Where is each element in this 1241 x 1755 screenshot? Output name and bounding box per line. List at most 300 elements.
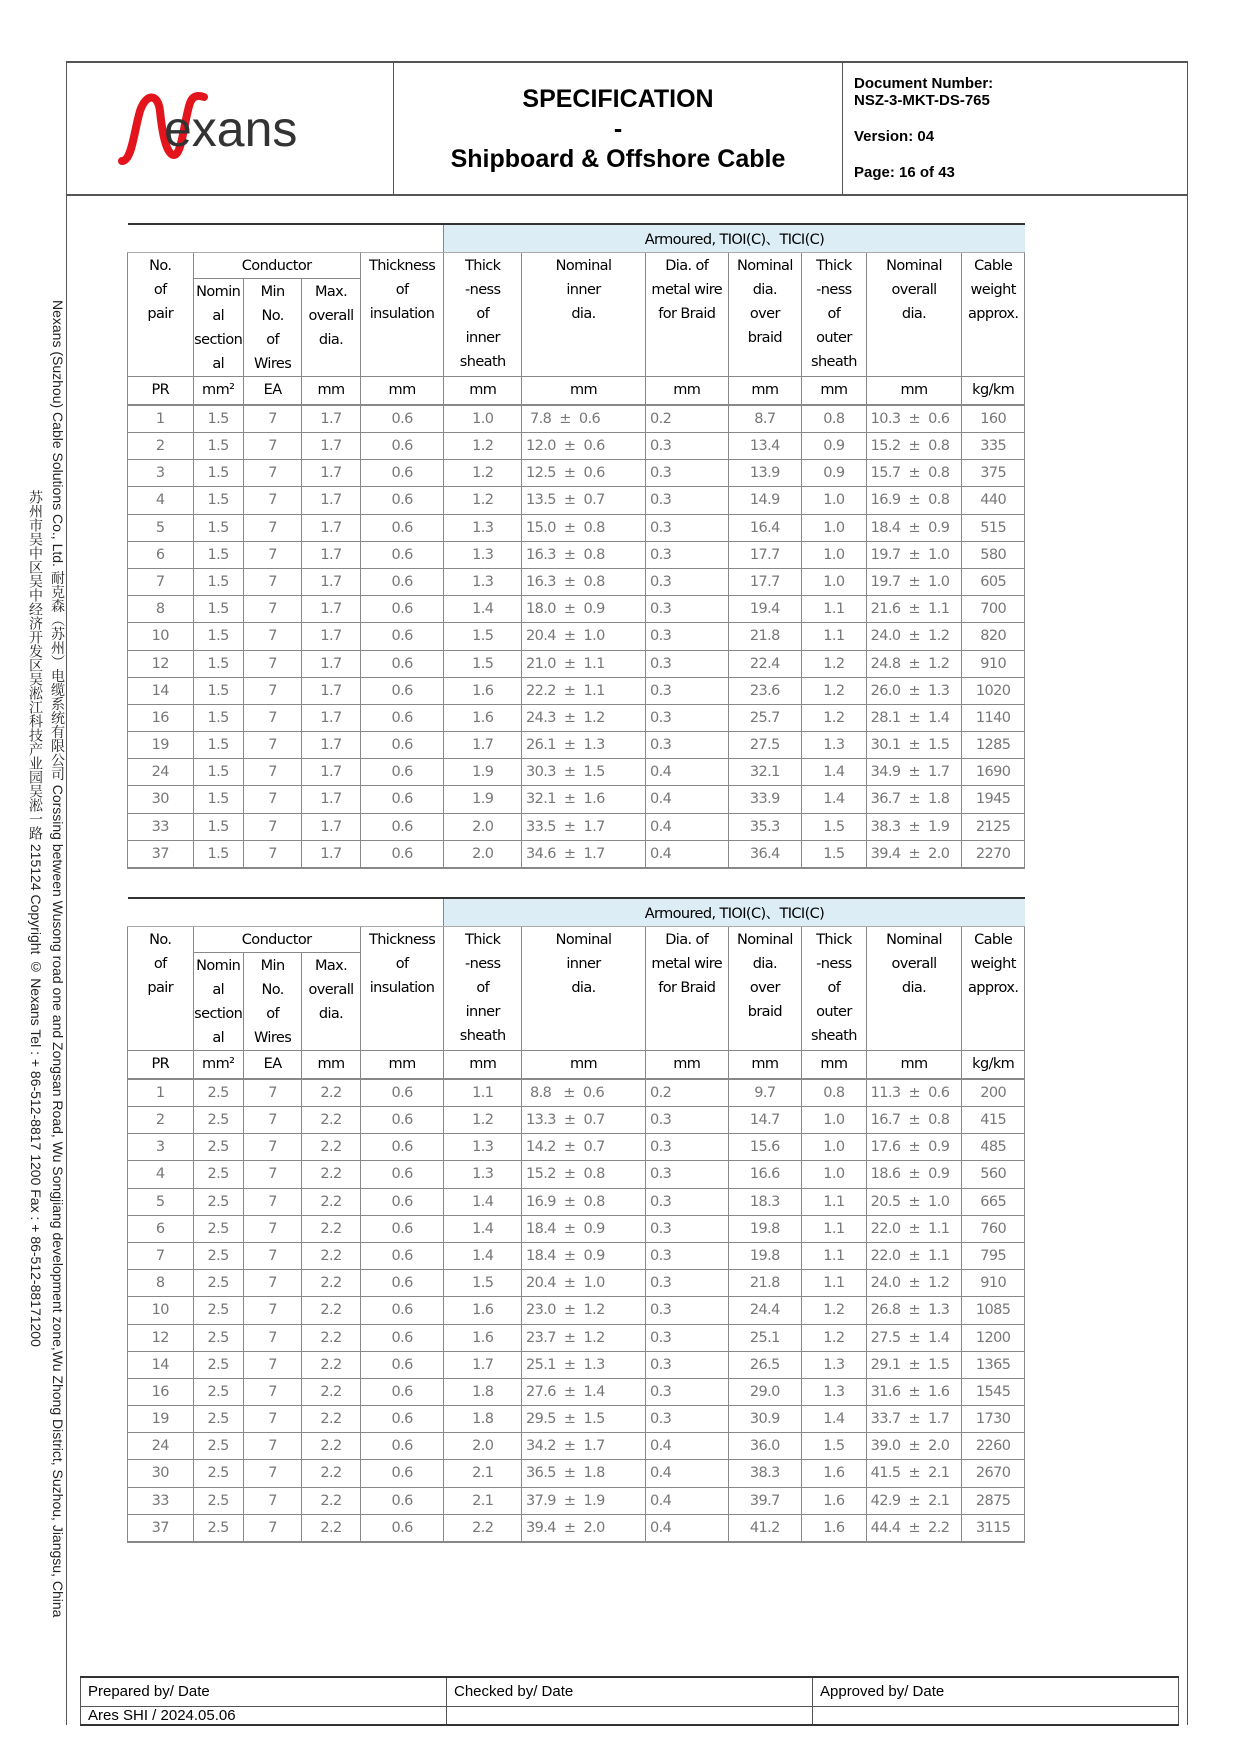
table-cell: 18.0 ± 0.9 — [522, 596, 646, 623]
table-cell: 0.6 — [360, 786, 444, 813]
table-cell: 820 — [962, 623, 1025, 650]
table-row — [128, 840, 1025, 868]
table-cell: 29.0 — [728, 1378, 802, 1405]
col-nominal-dia-over-braid: Nominal dia. over braid — [728, 252, 802, 376]
table-cell: 11.3 ± 0.6 — [866, 1079, 962, 1107]
table-cell: 26.1 ± 1.3 — [522, 732, 646, 759]
table-cell: 1200 — [962, 1324, 1025, 1351]
table-cell: 1.5 — [193, 405, 243, 433]
table-cell: 0.6 — [360, 433, 444, 460]
table-cell: 19.8 — [728, 1242, 802, 1269]
table-cell: 1.9 — [444, 759, 522, 786]
table-cell: 1.0 — [802, 1161, 866, 1188]
col-cable-weight: Cable weight approx. — [962, 926, 1025, 1050]
table-cell: 2 — [128, 1107, 194, 1134]
table-cell: 2.5 — [193, 1487, 243, 1514]
table-cell: 1.5 — [193, 541, 243, 568]
title-line-1: SPECIFICATION — [522, 84, 714, 113]
table-cell: 1.2 — [802, 650, 866, 677]
table-cell: 25.7 — [728, 704, 802, 731]
table-cell: 18.6 ± 0.9 — [866, 1161, 962, 1188]
table-cell: 0.3 — [645, 732, 728, 759]
table-cell: 375 — [962, 460, 1025, 487]
table-cell: 1.5 — [802, 1433, 866, 1460]
table-cell: 0.6 — [360, 623, 444, 650]
table-cell: 19.8 — [728, 1215, 802, 1242]
table-cell: 23.0 ± 1.2 — [522, 1297, 646, 1324]
table-cell: 1.3 — [802, 732, 866, 759]
table-cell: 36.4 — [728, 840, 802, 868]
table-cell: 1.5 — [193, 433, 243, 460]
col-thickness-insulation: Thickness of insulation — [360, 252, 444, 376]
col-dia-metal-wire: Dia. of metal wire for Braid — [645, 252, 728, 376]
table-cell: 1.4 — [802, 786, 866, 813]
col-nominal-section: Nomin al section al — [193, 278, 243, 376]
table-cell: 4 — [128, 487, 194, 514]
table-cell: 0.6 — [360, 568, 444, 595]
table-row — [128, 1188, 1025, 1215]
table-cell: 1.1 — [802, 623, 866, 650]
table-cell: 1.5 — [193, 677, 243, 704]
table-cell: 27.6 ± 1.4 — [522, 1378, 646, 1405]
title-line-3: Shipboard & Offshore Cable — [450, 144, 786, 173]
table-cell: 8 — [128, 596, 194, 623]
table-cell: 1.7 — [302, 487, 360, 514]
table-cell: 7 — [243, 405, 301, 433]
unit-cell: mm — [360, 376, 444, 405]
table-cell: 29.5 ± 1.5 — [522, 1406, 646, 1433]
table-cell: 2.5 — [193, 1433, 243, 1460]
table-cell: 18.3 — [728, 1188, 802, 1215]
table-cell: 1.3 — [444, 1134, 522, 1161]
table-cell: 33.5 ± 1.7 — [522, 813, 646, 840]
col-thickness-inner-sheath: Thick -ness of inner sheath — [444, 252, 522, 376]
table-cell: 160 — [962, 405, 1025, 433]
table-cell: 1.0 — [802, 541, 866, 568]
table-cell: 1.1 — [802, 1242, 866, 1269]
table-cell: 1945 — [962, 786, 1025, 813]
table-row — [128, 1378, 1025, 1405]
table-row — [128, 1270, 1025, 1297]
unit-cell: mm — [866, 1050, 962, 1079]
col-no-of-pair: No. of pair — [128, 926, 194, 1050]
table-row — [128, 541, 1025, 568]
table-cell: 0.6 — [360, 1107, 444, 1134]
table-cell: 1.7 — [302, 732, 360, 759]
table-cell: 2.2 — [302, 1297, 360, 1324]
approved-by-label: Approved by/ Date — [813, 1677, 1179, 1706]
table-cell: 34.2 ± 1.7 — [522, 1433, 646, 1460]
table-cell: 0.6 — [360, 1215, 444, 1242]
table-cell: 0.2 — [645, 1079, 728, 1107]
table-cell: 1.1 — [802, 1215, 866, 1242]
table-cell: 25.1 ± 1.3 — [522, 1351, 646, 1378]
table-cell: 14.7 — [728, 1107, 802, 1134]
table-cell: 1.7 — [302, 596, 360, 623]
table-cell: 17.7 — [728, 541, 802, 568]
table-cell: 1.9 — [444, 786, 522, 813]
table-cell: 0.3 — [645, 623, 728, 650]
table-cell: 2670 — [962, 1460, 1025, 1487]
title-separator: - — [613, 114, 623, 143]
col-max-overall-dia: Max. overall dia. — [302, 952, 360, 1050]
col-conductor: Conductor — [193, 252, 360, 278]
table-cell: 2.2 — [302, 1460, 360, 1487]
table-cell: 2.5 — [193, 1270, 243, 1297]
table-cell: 37 — [128, 1514, 194, 1542]
table-cell: 32.1 ± 1.6 — [522, 786, 646, 813]
table-cell: 1.5 — [193, 786, 243, 813]
table-row — [128, 1215, 1025, 1242]
table-cell: 22.0 ± 1.1 — [866, 1242, 962, 1269]
table-cell: 7 — [243, 623, 301, 650]
table-cell: 0.6 — [360, 1161, 444, 1188]
table-cell: 2125 — [962, 813, 1025, 840]
table-cell: 1.3 — [802, 1378, 866, 1405]
table-cell: 37.9 ± 1.9 — [522, 1487, 646, 1514]
table-cell: 0.6 — [360, 1134, 444, 1161]
table-cell: 2.5 — [193, 1297, 243, 1324]
table-cell: 7 — [243, 541, 301, 568]
table-cell: 0.4 — [645, 813, 728, 840]
table-cell: 20.4 ± 1.0 — [522, 1270, 646, 1297]
table-cell: 0.6 — [360, 1514, 444, 1542]
table-cell: 0.6 — [360, 1433, 444, 1460]
table-cell: 0.6 — [360, 541, 444, 568]
table-cell: 37 — [128, 840, 194, 868]
table-cell: 0.6 — [360, 1351, 444, 1378]
table-cell: 21.8 — [728, 1270, 802, 1297]
table-cell: 2.5 — [193, 1514, 243, 1542]
table-cell: 19.4 — [728, 596, 802, 623]
table-cell: 1.2 — [444, 487, 522, 514]
table-row — [128, 1351, 1025, 1378]
table-cell: 1.0 — [444, 405, 522, 433]
table-cell: 1.5 — [193, 623, 243, 650]
table-cell: 0.3 — [645, 650, 728, 677]
table-cell: 18.4 ± 0.9 — [866, 514, 962, 541]
unit-cell: mm — [802, 1050, 866, 1079]
table-cell: 0.6 — [360, 514, 444, 541]
table-cell: 0.6 — [360, 1487, 444, 1514]
table-cell: 1.5 — [193, 840, 243, 868]
col-nominal-dia-over-braid: Nominal dia. over braid — [728, 926, 802, 1050]
table-cell: 1.7 — [302, 813, 360, 840]
table-cell: 9.7 — [728, 1079, 802, 1107]
doc-number-label: Document Number: — [854, 75, 994, 92]
table-cell: 17.7 — [728, 568, 802, 595]
table-cell: 39.4 ± 2.0 — [522, 1514, 646, 1542]
table-cell: 1.7 — [302, 433, 360, 460]
table-cell: 2.2 — [444, 1514, 522, 1542]
table-cell: 1.7 — [302, 460, 360, 487]
table-row — [128, 1079, 1025, 1107]
table-cell: 1.7 — [444, 732, 522, 759]
table-cell: 29.1 ± 1.5 — [866, 1351, 962, 1378]
table-cell: 21.8 — [728, 623, 802, 650]
table-cell: 2.2 — [302, 1433, 360, 1460]
table-cell: 0.2 — [645, 405, 728, 433]
col-no-of-pair: No. of pair — [128, 252, 194, 376]
table-cell: 14 — [128, 1351, 194, 1378]
table-cell: 2.5 — [193, 1378, 243, 1405]
table-cell: 36.5 ± 1.8 — [522, 1460, 646, 1487]
table-cell: 1.5 — [193, 813, 243, 840]
table-cell: 24.4 — [728, 1297, 802, 1324]
table-cell: 1.6 — [802, 1487, 866, 1514]
table-cell: 1.5 — [193, 732, 243, 759]
table-cell: 0.4 — [645, 786, 728, 813]
table-cell: 28.1 ± 1.4 — [866, 704, 962, 731]
side-company-address: Nexans (Suzhou) Cable Solutions Co., Ltd. 耐克森（苏州）电缆系统有限公司 Corssing between Wusong road one and Zongsan Road, Wu Songjiang development zone,Wu Zhong District, Suzhou, Jiangsu, China — [50, 300, 66, 1618]
table-cell: 2.5 — [193, 1161, 243, 1188]
table-cell: 1.2 — [444, 1107, 522, 1134]
table-cell: 32.1 — [728, 759, 802, 786]
doc-number: NSZ-3-MKT-DS-765 — [854, 92, 990, 109]
col-nominal-overall-dia: Nominal overall dia. — [866, 252, 962, 376]
table-cell: 1.5 — [193, 596, 243, 623]
table-cell: 2270 — [962, 840, 1025, 868]
table-cell: 0.3 — [645, 704, 728, 731]
col-thickness-outer-sheath: Thick -ness of outer sheath — [802, 252, 866, 376]
table-cell: 15.2 ± 0.8 — [866, 433, 962, 460]
table-cell: 0.6 — [360, 840, 444, 868]
table-cell: 0.6 — [360, 1242, 444, 1269]
table-cell: 1545 — [962, 1378, 1025, 1405]
table-row — [128, 1242, 1025, 1269]
table-row — [128, 1161, 1025, 1188]
table-cell: 910 — [962, 650, 1025, 677]
col-cable-weight: Cable weight approx. — [962, 252, 1025, 376]
table-cell: 13.4 — [728, 433, 802, 460]
table-cell: 30 — [128, 786, 194, 813]
table-cell: 10 — [128, 623, 194, 650]
table-cell: 2.2 — [302, 1188, 360, 1215]
table-cell: 1020 — [962, 677, 1025, 704]
table-cell: 0.6 — [360, 677, 444, 704]
table-cell: 13.5 ± 0.7 — [522, 487, 646, 514]
table-row — [128, 1433, 1025, 1460]
table-cell: 36.0 — [728, 1433, 802, 1460]
table-cell: 39.7 — [728, 1487, 802, 1514]
table-cell: 2.0 — [444, 840, 522, 868]
unit-cell: mm — [360, 1050, 444, 1079]
table-cell: 34.6 ± 1.7 — [522, 840, 646, 868]
table-cell: 8.7 — [728, 405, 802, 433]
table-cell: 1.3 — [444, 541, 522, 568]
col-nominal-inner-dia: Nominal inner dia. — [522, 926, 646, 1050]
table-cell: 7 — [128, 568, 194, 595]
table-cell: 910 — [962, 1270, 1025, 1297]
table-cell: 1.5 — [193, 704, 243, 731]
table-cell: 7 — [243, 840, 301, 868]
table-cell: 200 — [962, 1079, 1025, 1107]
table-cell: 15.6 — [728, 1134, 802, 1161]
col-nominal-inner-dia: Nominal inner dia. — [522, 252, 646, 376]
table-cell: 30 — [128, 1460, 194, 1487]
table-cell: 18.4 ± 0.9 — [522, 1215, 646, 1242]
table-cell: 0.3 — [645, 1161, 728, 1188]
table-cell: 7 — [243, 1433, 301, 1460]
table-cell: 38.3 — [728, 1460, 802, 1487]
unit-cell: EA — [243, 1050, 301, 1079]
table-cell: 7 — [243, 759, 301, 786]
table-cell: 0.6 — [360, 650, 444, 677]
table-cell: 12 — [128, 1324, 194, 1351]
table-cell: 20.5 ± 1.0 — [866, 1188, 962, 1215]
table-cell: 7 — [243, 1378, 301, 1405]
table-cell: 35.3 — [728, 813, 802, 840]
table-cell: 1.5 — [193, 460, 243, 487]
table-cell: 0.6 — [360, 1460, 444, 1487]
col-dia-metal-wire: Dia. of metal wire for Braid — [645, 926, 728, 1050]
table-cell: 0.6 — [360, 1297, 444, 1324]
table-cell: 16.4 — [728, 514, 802, 541]
table-cell: 1.5 — [193, 487, 243, 514]
armoured-band: Armoured, TIOI(C)、TICI(C) — [444, 224, 1025, 252]
table-cell: 1.0 — [802, 568, 866, 595]
table-cell: 2.5 — [193, 1406, 243, 1433]
table-cell: 22.2 ± 1.1 — [522, 677, 646, 704]
table-cell: 18.4 ± 0.9 — [522, 1242, 646, 1269]
table-cell: 0.3 — [645, 1242, 728, 1269]
table-cell: 1140 — [962, 704, 1025, 731]
table-cell: 19 — [128, 1406, 194, 1433]
table-cell: 2.2 — [302, 1079, 360, 1107]
table-cell: 1.3 — [444, 514, 522, 541]
approval-footer — [80, 1676, 1179, 1726]
table-cell: 2.5 — [193, 1324, 243, 1351]
table-cell: 0.3 — [645, 1215, 728, 1242]
table-cell: 21.0 ± 1.1 — [522, 650, 646, 677]
table-cell: 700 — [962, 596, 1025, 623]
table-cell: 7 — [243, 1351, 301, 1378]
table-cell: 6 — [128, 541, 194, 568]
table-cell: 20.4 ± 1.0 — [522, 623, 646, 650]
table-cell: 12 — [128, 650, 194, 677]
checked-by-value — [447, 1706, 813, 1725]
table-cell: 7 — [243, 1487, 301, 1514]
table-cell: 7 — [243, 677, 301, 704]
table-cell: 2.0 — [444, 1433, 522, 1460]
table-cell: 2.2 — [302, 1107, 360, 1134]
table-cell: 12.0 ± 0.6 — [522, 433, 646, 460]
unit-cell: mm — [444, 376, 522, 405]
table-cell: 0.3 — [645, 487, 728, 514]
table-cell: 0.6 — [360, 1079, 444, 1107]
table-cell: 1285 — [962, 732, 1025, 759]
table-cell: 23.6 — [728, 677, 802, 704]
table-cell: 33.9 — [728, 786, 802, 813]
table-cell: 0.8 — [802, 405, 866, 433]
table-cell: 0.3 — [645, 1324, 728, 1351]
table-cell: 19.7 ± 1.0 — [866, 541, 962, 568]
unit-cell: mm — [728, 1050, 802, 1079]
table-cell: 33.7 ± 1.7 — [866, 1406, 962, 1433]
col-conductor: Conductor — [193, 926, 360, 952]
table-cell: 1.7 — [302, 704, 360, 731]
table-cell: 7 — [243, 1270, 301, 1297]
unit-cell: mm — [645, 1050, 728, 1079]
table-cell: 16.3 ± 0.8 — [522, 568, 646, 595]
table-cell: 23.7 ± 1.2 — [522, 1324, 646, 1351]
table-cell: 1.7 — [302, 541, 360, 568]
side-contact-info: 苏州市吴中区吴中经济开发区吴淞江科技产业园吴淞一路 215124 Copyright © Nexans Tel : + 86-512-8817 1200 Fax : + 86-512-88171200 — [28, 490, 44, 1347]
table-cell: 16 — [128, 1378, 194, 1405]
table-cell: 36.7 ± 1.8 — [866, 786, 962, 813]
approved-by-value — [813, 1706, 1179, 1725]
table-cell: 1 — [128, 405, 194, 433]
table-cell: 8 — [128, 1270, 194, 1297]
table-cell: 2.2 — [302, 1378, 360, 1405]
table-cell: 33 — [128, 813, 194, 840]
table-cell: 795 — [962, 1242, 1025, 1269]
table-cell: 16.7 ± 0.8 — [866, 1107, 962, 1134]
table-cell: 2.2 — [302, 1134, 360, 1161]
units-row — [128, 1050, 1025, 1079]
table-cell: 0.3 — [645, 596, 728, 623]
table-cell: 1.2 — [802, 677, 866, 704]
table-cell: 0.6 — [360, 1406, 444, 1433]
table-cell: 1690 — [962, 759, 1025, 786]
table-cell: 2.2 — [302, 1406, 360, 1433]
table-cell: 2.1 — [444, 1460, 522, 1487]
table-cell: 1.0 — [802, 1107, 866, 1134]
unit-cell: kg/km — [962, 376, 1025, 405]
col-nominal-overall-dia: Nominal overall dia. — [866, 926, 962, 1050]
table-cell: 1.6 — [444, 1324, 522, 1351]
table-cell: 30.1 ± 1.5 — [866, 732, 962, 759]
table-cell: 0.3 — [645, 460, 728, 487]
table-cell: 7 — [243, 1107, 301, 1134]
table-cell: 1.4 — [444, 596, 522, 623]
unit-cell: kg/km — [962, 1050, 1025, 1079]
table-cell: 30.3 ± 1.5 — [522, 759, 646, 786]
table-cell: 5 — [128, 1188, 194, 1215]
table-row — [128, 1487, 1025, 1514]
table-cell: 0.6 — [360, 460, 444, 487]
col-min-no-wires: Min No. of Wires — [243, 952, 301, 1050]
table-cell: 2.5 — [193, 1079, 243, 1107]
col-thickness-outer-sheath: Thick -ness of outer sheath — [802, 926, 866, 1050]
unit-cell: mm — [802, 376, 866, 405]
prepared-by-label: Prepared by/ Date — [81, 1677, 447, 1706]
col-max-overall-dia: Max. overall dia. — [302, 278, 360, 376]
table-cell: 0.3 — [645, 1378, 728, 1405]
table-cell: 24.0 ± 1.2 — [866, 623, 962, 650]
table-cell: 24 — [128, 759, 194, 786]
table-cell: 7 — [243, 1324, 301, 1351]
table-cell: 0.9 — [802, 433, 866, 460]
table-cell: 0.3 — [645, 1270, 728, 1297]
table-cell: 415 — [962, 1107, 1025, 1134]
table-cell: 0.3 — [645, 1107, 728, 1134]
table-cell: 1.4 — [444, 1215, 522, 1242]
table-row — [128, 1514, 1025, 1542]
unit-cell: mm — [302, 376, 360, 405]
table-cell: 4 — [128, 1161, 194, 1188]
table-cell: 13.9 — [728, 460, 802, 487]
table-cell: 7 — [243, 1460, 301, 1487]
table-cell: 24.3 ± 1.2 — [522, 704, 646, 731]
col-thickness-insulation: Thickness of insulation — [360, 926, 444, 1050]
document-header — [66, 61, 1188, 196]
table-cell: 2.5 — [193, 1242, 243, 1269]
units-row — [128, 376, 1025, 405]
table-cell: 1.4 — [802, 1406, 866, 1433]
table-cell: 2.5 — [193, 1215, 243, 1242]
table-cell: 16.9 ± 0.8 — [866, 487, 962, 514]
